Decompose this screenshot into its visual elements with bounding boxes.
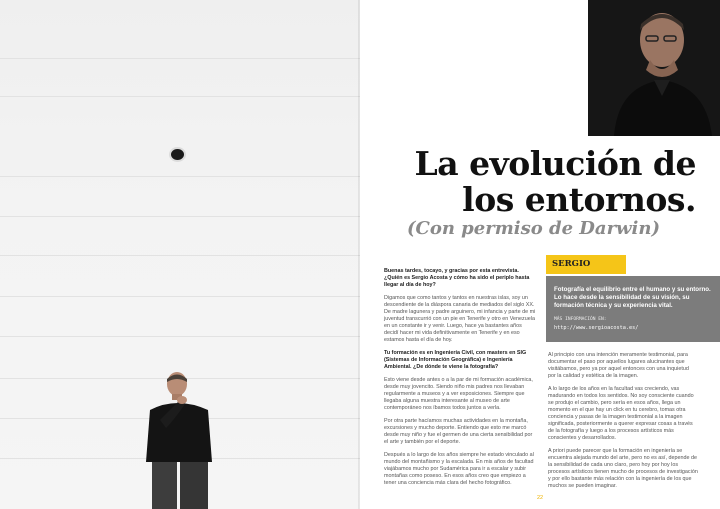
pull-quote-text: Fotografía el equilibrio entre el humano y su entorno. Lo hace desde la sensibilidad de su visión, su formación técnica y su experiencia vital. xyxy=(554,286,711,310)
interview-answer: Esto viene desde antes o a la par de mi formación académica, desde muy jovencito. Siendo niño mis padres nos llevaban regularmente a museos y a ver exposiciones. Siempre que llegaba alguna muestra interesante al museo de arte contemporáneo nos íbamos todos juntos a verla. xyxy=(384,377,533,411)
article-page xyxy=(360,0,720,509)
interview-answer: Digamos que como tantos y tantos en nuestras islas, soy un descendiente de la diáspora canaria de mediados del siglo XX. De madre lagunera y padre arguinero, mi infancia y parte de mi juventud transcurrió con un pie en Tenerife y otro en Venezuela en un constante ir y venir. Luego, hace ya bastantes años decidí hacer mi vida definitivamente en Tenerife y en eso estamos hasta el día de hoy. xyxy=(384,295,536,343)
more-info-label: MÁS INFORMACIÓN EN: xyxy=(554,316,607,322)
wall-hole xyxy=(171,149,184,160)
interview-answer: A lo largo de los años en la facultad vas creciendo, vas madurando en todos los sentidos. No soy consciente cuando se produjo el cambio, pero sería en esos años, llega un momento en el que hay un click en tu cerebro, tomas otra conciencia y pasas de la imagen testimonial a la imagen significada, posteriormente a querer expresar cosas a través de la fotografía y luego a los procesos artísticos más conscientes y desarrollados. xyxy=(548,386,694,441)
interview-column-right xyxy=(548,352,698,496)
more-info-link[interactable]: http://www.sergioacosta.es/ xyxy=(554,324,639,331)
interview-question: Buenas tardes, tocayo, y gracias por esta entrevista. ¿Quién es Sergio Acosta y cómo ha sido el periplo hasta llegar al día de hoy? xyxy=(384,268,530,288)
portrait-photo xyxy=(588,0,720,136)
article-subtitle: (Con permiso de Darwin) xyxy=(406,218,660,239)
interview-answer: A priori puede parecer que la formación en ingeniería se encuentra alejada mundo del arte, pero no es así, depende de la sensibilidad de cada uno claro, pero hoy por hoy los procesos artísticos tienen mucho de procesos de investigación y por ello bastante más relación con la ingeniería de los que muchos se pueden imaginar. xyxy=(548,448,698,489)
author-name-tag: SERGIO xyxy=(546,255,626,274)
photographer-figure xyxy=(130,370,230,509)
interview-answer: Por otra parte hacíamos muchas actividades en la montaña, excursiones y mucho deporte. Entiendo que esto me marcó desde muy niño y fue el germen de una cierta sensibilidad por el arte y también por el deporte. xyxy=(384,418,533,445)
pull-quote-box xyxy=(546,276,720,342)
interview-answer: Al principio con una intención meramente testimonial, para documentar el paso por aquellos lugares alucinantes que visitábamos, pero ya por aquel entonces con una inquietud por la calidad y estética de la imagen. xyxy=(548,352,689,379)
page-number: 22 xyxy=(537,495,544,501)
interview-question: Tu formación es en Ingeniería Civil, con masters en SIG (Sistemas de Información Geográfica) e Ingeniería Ambiental. ¿De dónde te viene la fotografía? xyxy=(384,350,527,370)
article-title: La evolución de los entornos. xyxy=(414,144,696,219)
interview-answer: Después a lo largo de los años siempre he estado vinculado al mundo del montañismo y la escalada. En mis años de facultad viajábamos mucho por Sudamérica para ir a escalar y subir montañas como poseso. En esos años creo que empiezo a tener una conciencia más clara del hecho fotográfico. xyxy=(384,452,534,486)
interview-column-left xyxy=(384,268,536,493)
